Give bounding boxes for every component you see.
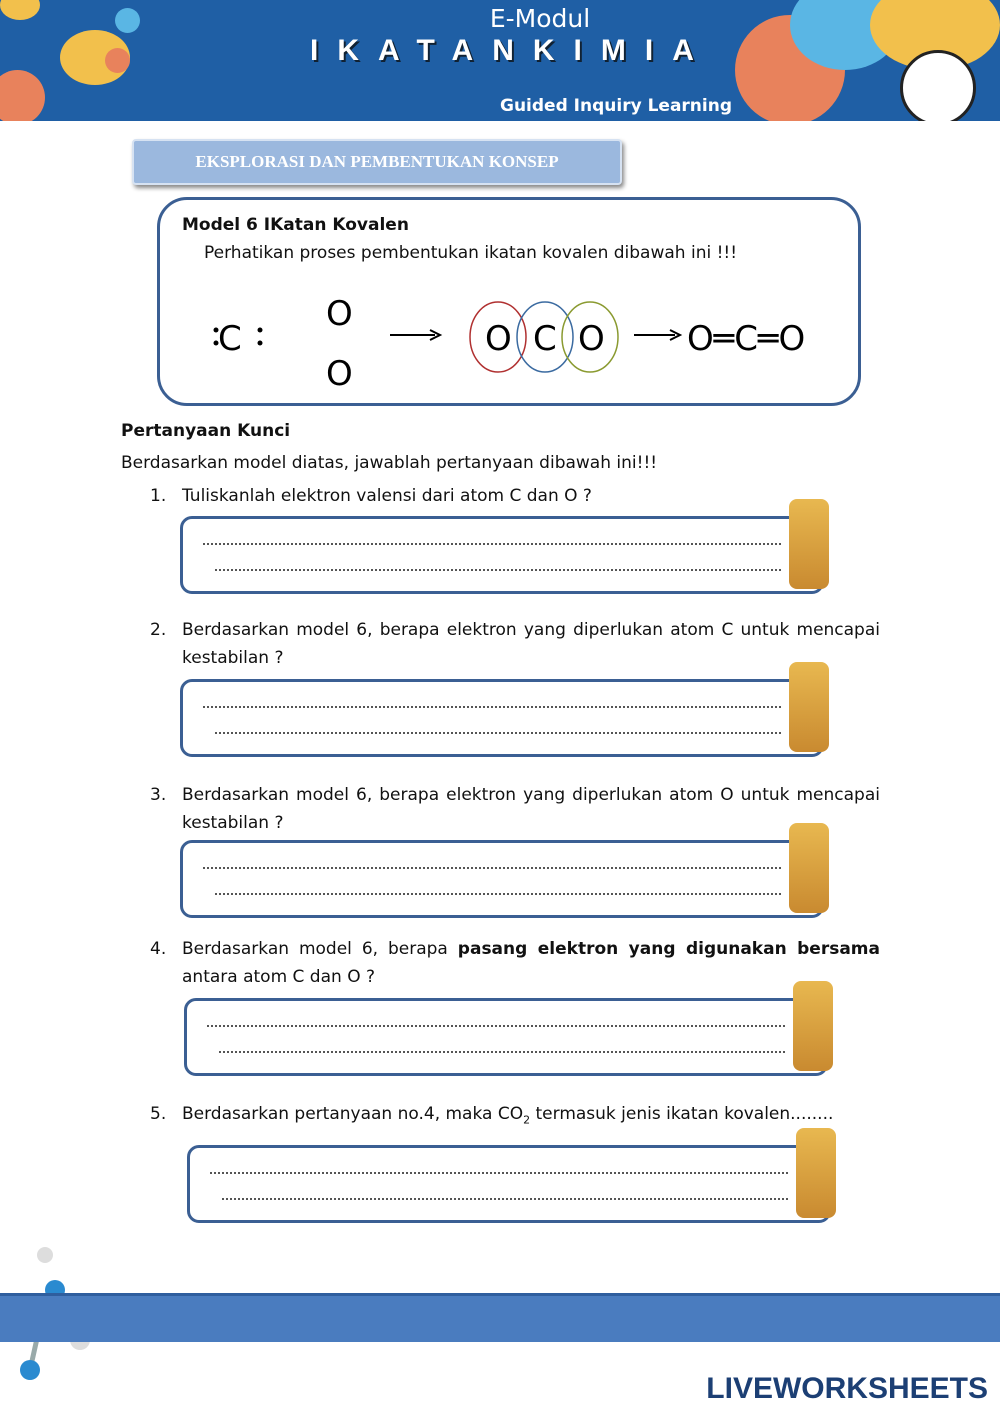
pencil-kid-icon (789, 499, 829, 589)
co2-structural-formula: O═C═O (687, 319, 806, 359)
pencil-kid-icon (789, 662, 829, 752)
question-1: 1. Tuliskanlah elektron valensi dari atom C dan O ? (150, 486, 592, 506)
atom-o-left: O (485, 319, 512, 359)
pencil-kid-icon (789, 823, 829, 913)
liveworksheets-logo: LIVEWORKSHEETS (706, 1372, 988, 1405)
atom-o-bottom: O (326, 354, 353, 394)
intro-text: Berdasarkan model diatas, jawablah pertanyaan dibawah ini!!! (121, 453, 658, 473)
question-3: 3. Berdasarkan model 6, berapa elektron yang diperlukan atom O untuk mencapai kestabilan ? (150, 785, 880, 833)
banner-title-small: E-Modul (489, 4, 591, 33)
banner-title: IKATANKIMIA (310, 34, 713, 67)
atom-o-top: O (326, 294, 353, 334)
atom-o-right: O (578, 319, 605, 359)
pencil-kid-icon (793, 981, 833, 1071)
atom-c: C (218, 319, 242, 359)
pencil-kid-icon (796, 1128, 836, 1218)
footer-bar (0, 1293, 1000, 1342)
model-box (157, 197, 861, 406)
lewis-diagram (160, 270, 858, 400)
banner-subtitle: Guided Inquiry Learning (500, 96, 732, 116)
answer-field-3[interactable] (180, 840, 824, 918)
atom-c-center: C (533, 319, 557, 359)
model-instruction: Perhatikan proses pembentukan ikatan kovalen dibawah ini !!! (204, 243, 738, 263)
answer-field-1[interactable] (180, 516, 824, 594)
question-2: 2. Berdasarkan model 6, berapa elektron yang diperlukan atom C untuk mencapai kestabilan ? (150, 620, 880, 668)
question-4: 4. Berdasarkan model 6, berapa pasang elektron yang digunakan bersama antara atom C dan O ? (150, 939, 880, 987)
answer-field-2[interactable] (180, 679, 824, 757)
question-5: 5. Berdasarkan pertanyaan no.4, maka $CO_2$ termasuk jenis ikatan kovalen........ (150, 1104, 834, 1127)
key-questions-heading: Pertanyaan Kunci (121, 421, 291, 441)
answer-field-4[interactable] (184, 998, 828, 1076)
answer-field-5[interactable] (187, 1145, 831, 1223)
section-label: EKSPLORASI DAN PEMBENTUKAN KONSEP (132, 139, 622, 185)
header-banner (0, 0, 1000, 121)
model-title: Model 6 IKatan Kovalen (182, 215, 409, 235)
